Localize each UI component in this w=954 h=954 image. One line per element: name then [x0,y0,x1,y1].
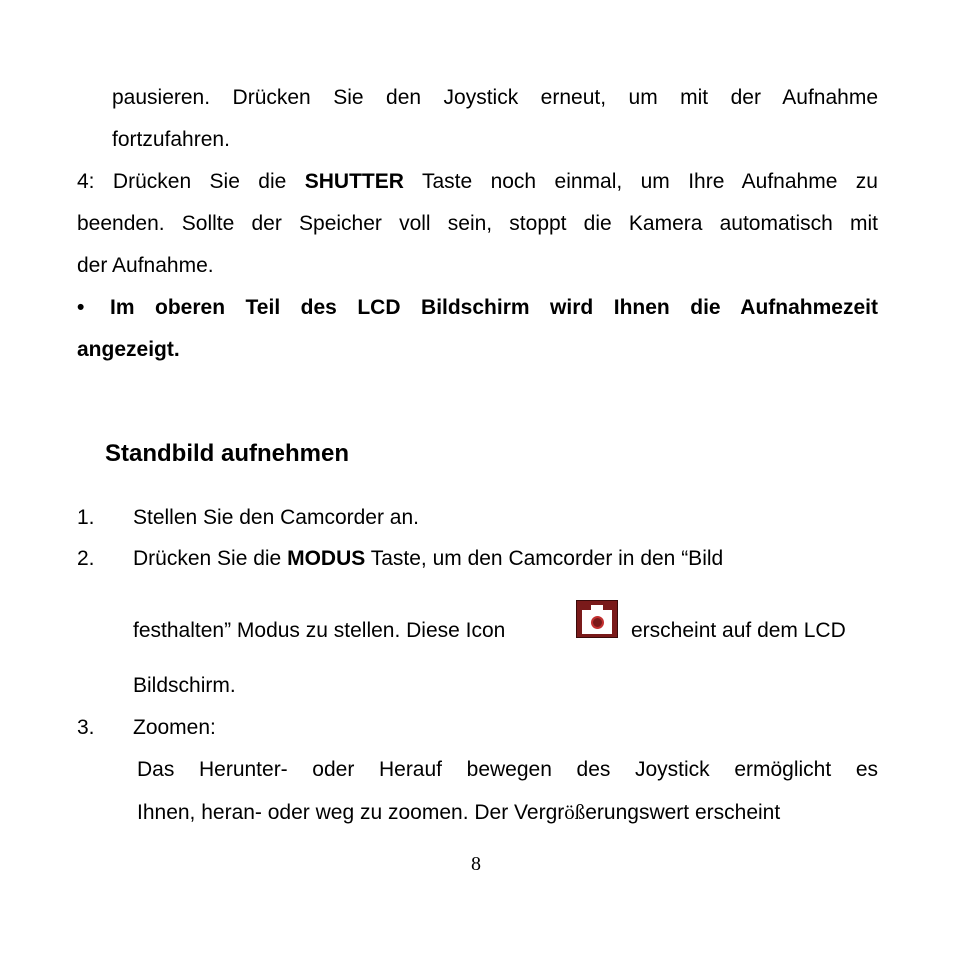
note-bullet: • [77,296,85,319]
para-line-1: pausieren. Drücken Sie den Joystick erneut, um mit der Aufnahme [112,86,878,109]
step-4-prefix: 4: Drücken Sie die [77,170,305,193]
list-item-3-para-line-1: Das Herunter- oder Herauf bewegen des Joystick ermöglicht es [137,758,878,781]
para-line-2: fortzufahren. [112,128,230,151]
step-4-line-1 [77,170,878,194]
list-item-2-line-3: Bildschirm. [133,674,236,697]
list-item-2-suffix: Taste, um den Camcorder in den “Bild [365,547,724,570]
step-4-keyword: SHUTTER [304,170,404,193]
list-item-2-number: 2. [77,547,95,570]
camera-icon [576,600,618,638]
list-item-3-number: 3. [77,716,95,739]
note-line-1: Im oberen Teil des LCD Bildschirm wird Ihnen die Aufnahmezeit [110,296,878,319]
section-title: Standbild aufnehmen [105,440,350,467]
list-item-2-prefix: Drücken Sie die [133,547,288,570]
list-item-3-para-line-2-a: Ihnen, heran- oder weg zu zoomen. Der Vergr [137,801,565,824]
note-line-2: angezeigt. [77,338,180,361]
step-4-line-3: der Aufnahme. [77,254,214,277]
list-item-2-keyword: MODUS [287,547,366,570]
list-item-2-line-2-before: festhalten” Modus zu stellen. Diese Icon [133,619,506,642]
step-4-line-2: beenden. Sollte der Speicher voll sein, stoppt die Kamera automatisch mit [77,212,878,235]
page-number: 8 [471,853,481,875]
list-item-2-line-2-after: erscheint auf dem LCD [631,619,846,642]
list-item-3-text: Zoomen: [133,716,216,739]
list-item-3-para-line-2 [137,800,780,825]
list-item-1-text: Stellen Sie den Camcorder an. [133,506,419,529]
list-item-3-para-line-2-b: öß [564,800,586,824]
list-item-3-para-line-2-c: erungswert erscheint [585,801,781,824]
list-item-1-number: 1. [77,506,95,529]
step-4-suffix: Taste noch einmal, um Ihre Aufnahme zu [403,170,878,193]
list-item-2-line-1 [133,547,723,571]
